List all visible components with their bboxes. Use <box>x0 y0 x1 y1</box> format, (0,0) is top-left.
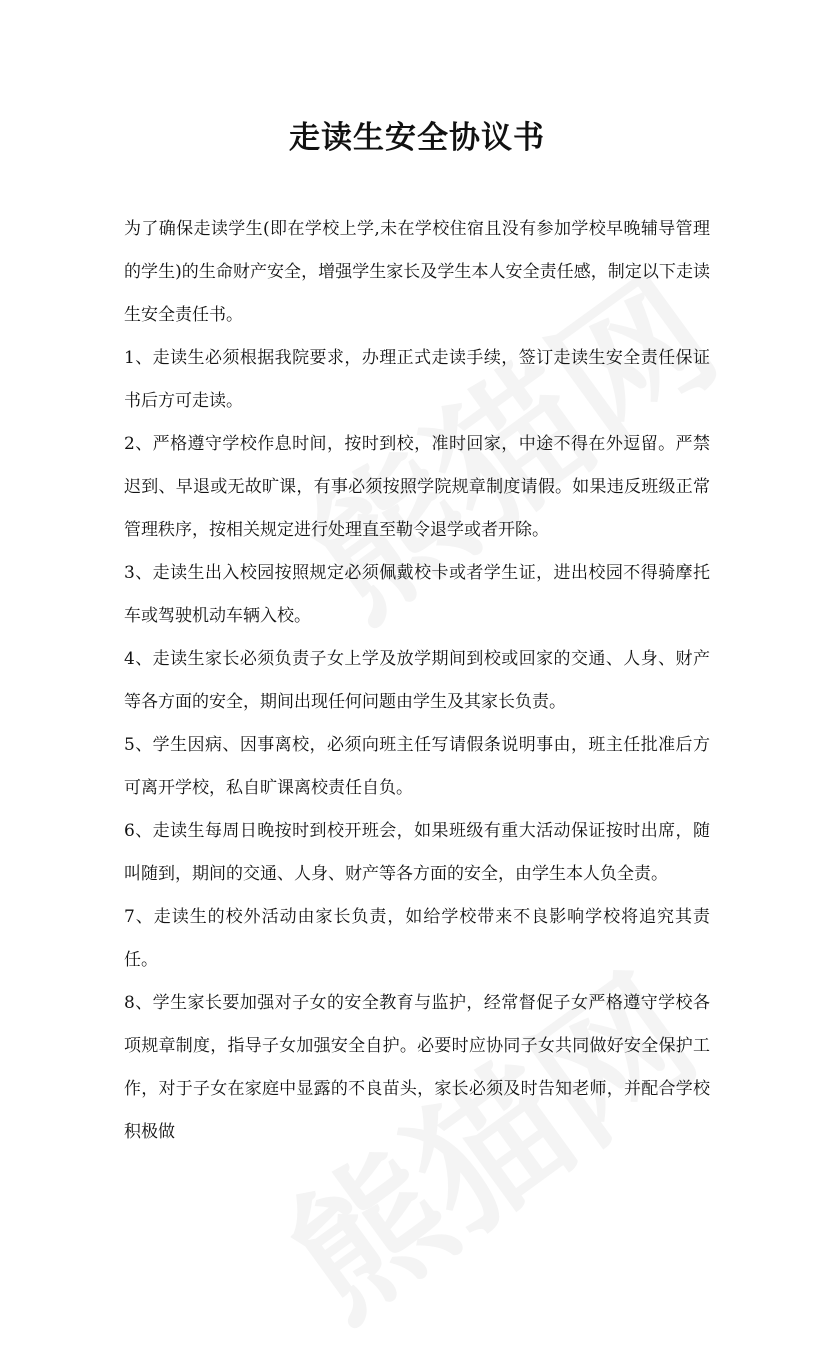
clause-2: 2、严格遵守学校作息时间，按时到校，准时回家，中途不得在外逗留。严禁迟到、早退或无故旷课，有事必须按照学院规章制度请假。如果违反班级正常管理秩序，按相关规定进行处理直至勒令退学或者开除。 <box>124 434 710 540</box>
clause-5: 5、学生因病、因事离校，必须向班主任写请假条说明事由，班主任批准后方可离开学校，私自旷课离校责任自负。 <box>124 735 710 798</box>
clause-1: 1、走读生必须根据我院要求，办理正式走读手续，签订走读生安全责任保证书后方可走读。 <box>124 348 710 411</box>
clause-8: 8、学生家长要加强对子女的安全教育与监护，经常督促子女严格遵守学校各项规章制度，指导子女加强安全自护。必要时应协同子女共同做好安全保护工作，对于子女在家庭中显露的不良苗头，家长必须及时告知老师，并配合学校积极做 <box>124 993 710 1142</box>
intro-paragraph: 为了确保走读学生(即在学校上学,未在学校住宿且没有参加学校早晚辅导管理的学生)的生命财产安全，增强学生家长及学生本人安全责任感，制定以下走读生安全责任书。 <box>124 219 710 325</box>
clause-3: 3、走读生出入校园按照规定必须佩戴校卡或者学生证，进出校园不得骑摩托车或驾驶机动车辆入校。 <box>124 563 710 626</box>
clause-4: 4、走读生家长必须负责子女上学及放学期间到校或回家的交通、人身、财产等各方面的安全，期间出现任何问题由学生及其家长负责。 <box>124 649 710 712</box>
clause-6: 6、走读生每周日晚按时到校开班会，如果班级有重大活动保证按时出席，随叫随到，期间的交通、人身、财产等各方面的安全，由学生本人负全责。 <box>124 821 710 884</box>
clause-7: 7、走读生的校外活动由家长负责，如给学校带来不良影响学校将追究其责任。 <box>124 907 710 970</box>
document-body <box>124 208 710 1154</box>
document-title: 走读生安全协议书 <box>289 120 545 156</box>
